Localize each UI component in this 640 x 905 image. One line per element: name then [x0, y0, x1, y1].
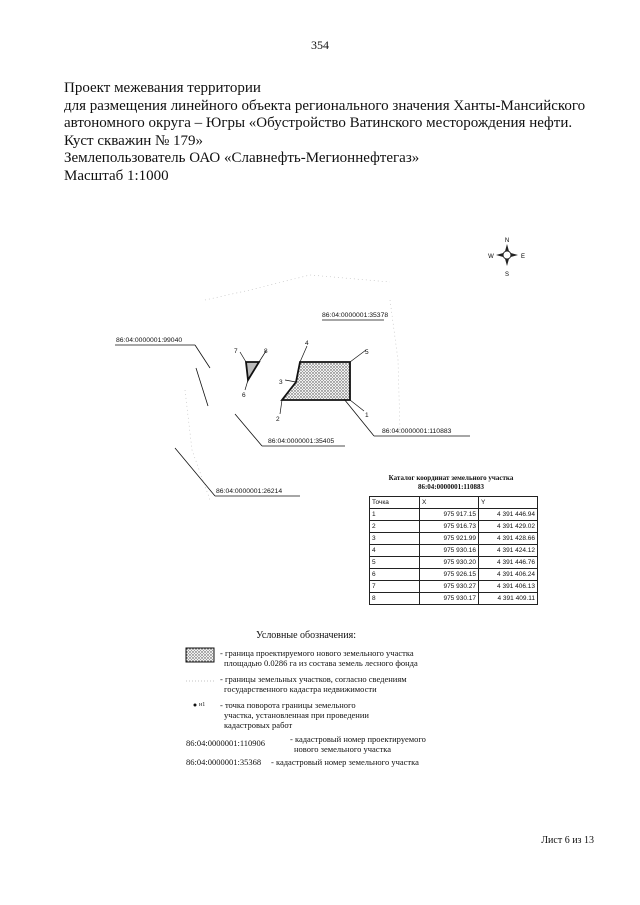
compass-s: S	[504, 272, 510, 278]
table-cell: 7	[370, 581, 420, 593]
table-cell: 8	[370, 593, 420, 605]
column-header-point: Точка	[370, 497, 420, 509]
compass-w: W	[488, 254, 494, 260]
point-label-6: 6	[242, 392, 246, 399]
table-cell: 975 930.17	[420, 593, 479, 605]
parcel-label-35405: 86:04:0000001:35405	[268, 438, 335, 445]
compass-n: N	[504, 238, 510, 244]
compass-rose-icon	[488, 238, 525, 278]
header-line-4: Куст скважин № 179»	[64, 132, 204, 149]
table-cell: 2	[370, 521, 420, 533]
catalog-title	[360, 474, 542, 492]
table-cell: 975 916.73	[420, 521, 479, 533]
column-header-y: Y	[479, 497, 538, 509]
legend-item-turn-point	[220, 700, 369, 730]
legend-item-new-parcel	[220, 648, 418, 668]
table-row	[370, 569, 538, 581]
table-cell: 975 930.20	[420, 557, 479, 569]
table-cell: 3	[370, 533, 420, 545]
legend-item-new-cadastral-number	[290, 734, 426, 754]
legend-item-1-line-1: - граница проектируемого нового земельного участка	[220, 648, 414, 658]
parcel-label-35378: 86:04:0000001:35378	[322, 312, 389, 319]
table-cell: 975 917.15	[420, 509, 479, 521]
parcel-label-26214: 86:04:0000001:26214	[216, 488, 283, 495]
point-label-8: 8	[264, 348, 268, 355]
parcel-label-99040: 86:04:0000001:99040	[116, 337, 183, 344]
legend-item-1-line-2: площадью 0.0286 га из состава земель лесного фонда	[224, 658, 418, 668]
legend-item-3-line-2: участка, установленная при проведении	[224, 710, 369, 720]
table-cell: 975 921.99	[420, 533, 479, 545]
table-cell: 4 391 428.66	[479, 533, 538, 545]
legend-title: Условные обозначения:	[256, 630, 357, 641]
table-cell: 975 926.15	[420, 569, 479, 581]
table-cell: 4 391 409.11	[479, 593, 538, 605]
table-cell: 6	[370, 569, 420, 581]
compass-e: E	[520, 254, 526, 260]
table-cell: 5	[370, 557, 420, 569]
parcel-small	[246, 362, 259, 380]
point-label-1: 1	[365, 412, 369, 419]
parcel-label-110883: 86:04:0000001:110883	[382, 428, 452, 435]
legend-hatched-parcel-icon	[186, 648, 214, 662]
legend-item-4-line-2: нового земельного участка	[294, 744, 392, 754]
catalog-title-line-2: 86:04:0000001:110883	[417, 483, 485, 491]
legend-item-3-line-3: кадастровых работ	[224, 720, 293, 730]
table-cell: 1	[370, 509, 420, 521]
table-cell: 4 391 446.94	[479, 509, 538, 521]
point-label-3: 3	[279, 379, 283, 386]
column-header-x: X	[420, 497, 479, 509]
table-header-row	[370, 497, 538, 509]
point-label-2: 2	[276, 416, 280, 423]
table-row	[370, 557, 538, 569]
table-row	[370, 521, 538, 533]
point-label-7: 7	[234, 348, 238, 355]
table-row	[370, 593, 538, 605]
legend-item-boundaries	[220, 674, 407, 694]
table-cell: 4 391 429.02	[479, 521, 538, 533]
coordinates-table	[369, 496, 538, 605]
header-line-3: автономного округа – Югры «Обустройство Ватинского месторождения нефти.	[64, 115, 573, 131]
table-cell: 4	[370, 545, 420, 557]
header-line-6: Масштаб 1:1000	[64, 167, 169, 184]
legend-point-icon	[194, 704, 197, 707]
table-row	[370, 581, 538, 593]
catalog-title-line-1: Каталог координат земельного участка	[388, 474, 514, 482]
header-line-2: для размещения линейного объекта регионального значения Ханты-Мансийского	[64, 97, 586, 114]
point-label-5: 5	[365, 349, 369, 356]
legend-item-2-line-2: государственного кадастра недвижимости	[224, 684, 377, 694]
legend-item-4-line-1: - кадастровый номер проектируемого	[290, 734, 426, 744]
table-row	[370, 509, 538, 521]
table-cell: 975 930.27	[420, 581, 479, 593]
legend-item-cadastral-number: - кадастровый номер земельного участка	[271, 757, 419, 767]
sheet-number: Лист 6 из 13	[541, 835, 594, 846]
legend-point-symbol-label: н1	[199, 702, 206, 708]
header-line-1: Проект межевания территории	[64, 80, 261, 96]
table-cell: 4 391 424.12	[479, 545, 538, 557]
legend-item-3-line-1: - точка поворота границы земельного	[220, 700, 356, 710]
table-row	[370, 545, 538, 557]
table-row	[370, 533, 538, 545]
table-cell: 4 391 406.13	[479, 581, 538, 593]
table-cell: 4 391 406.24	[479, 569, 538, 581]
legend-item-2-line-1: - границы земельных участков, согласно сведениям	[220, 674, 407, 684]
page-number: 354	[311, 38, 329, 52]
legend-code-new-parcel: 86:04:0000001:110906	[186, 738, 266, 748]
table-cell: 4 391 446.76	[479, 557, 538, 569]
table-cell: 975 930.16	[420, 545, 479, 557]
header-line-5: Землепользователь ОАО «Славнефть-Мегионнефтегаз»	[64, 150, 420, 166]
legend-code-parcel: 86:04:0000001:35368	[186, 757, 262, 767]
point-label-4: 4	[305, 340, 309, 347]
